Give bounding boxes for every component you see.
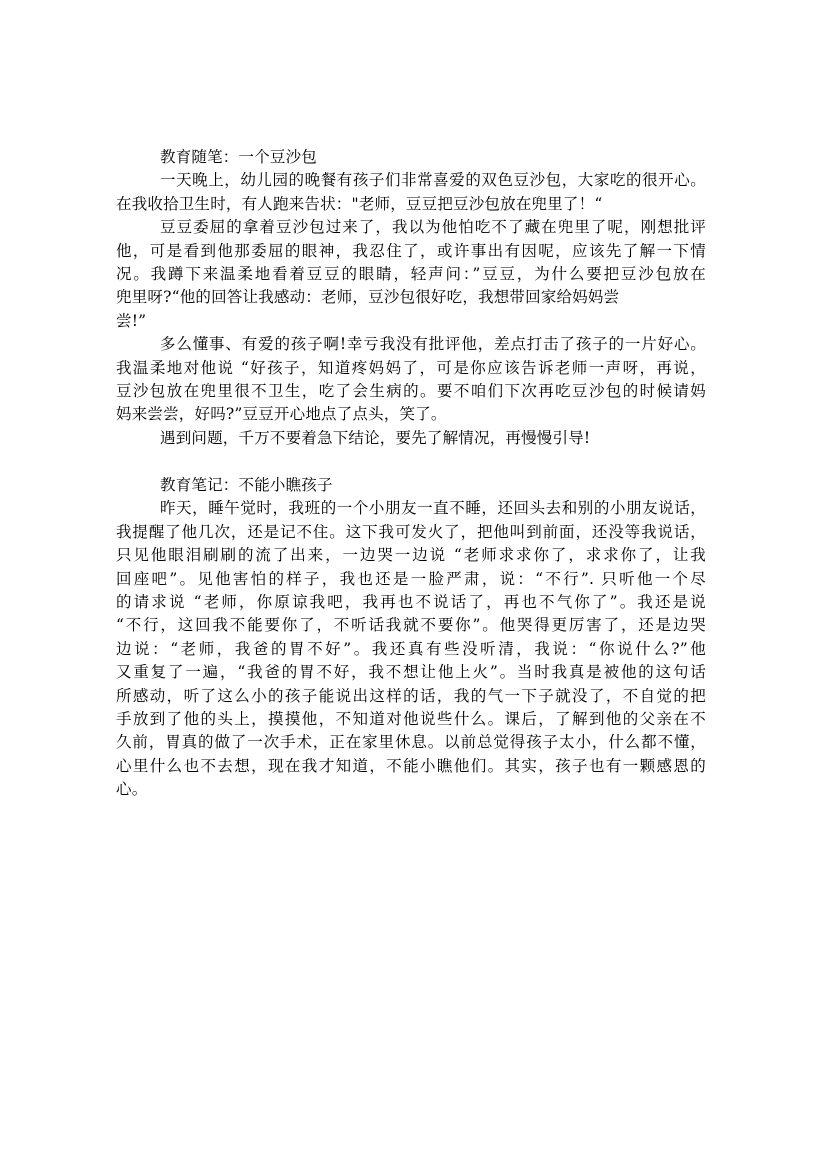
- paragraph-line: 遇到问题，千万不要着急下结论，要先了解情况，再慢慢引导!: [160, 428, 591, 447]
- paragraph-line: 回座吧”。见他害怕的样子，我也还是一脸严肃，说：“不行”. 只听他一个尽: [116, 569, 706, 588]
- paragraph-line: 只见他眼泪刷刷的流了出来，一边哭一边说 “老师求求你了，求求你了，让我: [116, 546, 706, 565]
- essay-section-xiaoQiao: [116, 474, 706, 801]
- paragraph-line: 边说：“老师，我爸的胃不好”。我还真有些没听清，我说：“你说什么?”他: [116, 639, 706, 658]
- paragraph-line: 心。: [116, 780, 148, 799]
- paragraph-line: 心里什么也不去想，现在我才知道，不能小瞧他们。其实，孩子也有一颗感恩的: [116, 756, 706, 775]
- paragraph-line: 手放到了他的头上，摸摸他，不知道对他说些什么。课后，了解到他的父亲在不: [116, 709, 706, 728]
- paragraph-line: 久前，胃真的做了一次手术，正在家里休息。以前总觉得孩子太小，什么都不懂，: [116, 733, 706, 752]
- paragraph-line: 的请求说 “老师，你原谅我吧，我再也不说话了，再也不气你了”。我还是说: [116, 593, 706, 612]
- paragraph-line: 所感动，听了这么小的孩子能说出这样的话，我的气一下子就没了，不自觉的把: [116, 686, 706, 705]
- paragraph-line: 昨天，睡午觉时，我班的一个小朋友一直不睡，还回头去和别的小朋友说话，: [160, 499, 706, 518]
- paragraph-line: 多么懂事、有爱的孩子啊!幸亏我没有批评他，差点打击了孩子的一片好心。: [160, 335, 706, 354]
- paragraph-line: 一天晚上，幼儿园的晚餐有孩子们非常喜爱的双色豆沙包，大家吃的很开心。: [160, 171, 706, 190]
- paragraph-line: 我温柔地对他说 “好孩子，知道疼妈妈了，可是你应该告诉老师一声呀，再说，: [116, 358, 706, 377]
- paragraph-line: 又重复了一遍，“我爸的胃不好，我不想让他上火”。当时我真是被他的这句话: [116, 663, 706, 682]
- paragraph-line: 妈来尝尝，好吗?”豆豆开心地点了点头，笑了。: [116, 405, 447, 424]
- document-page: [116, 146, 706, 802]
- paragraph-line: 豆沙包放在兜里很不卫生，吃了会生病的。要不咱们下次再吃豆沙包的时候请妈: [116, 381, 706, 400]
- paragraph-line: 他，可是看到他那委屈的眼神，我忍住了，或许事出有因呢，应该先了解一下情: [116, 241, 706, 260]
- essay-section-douShaBao: [116, 146, 706, 450]
- paragraph-line: 况。我蹲下来温柔地看着豆豆的眼睛，轻声问：”豆豆，为什么要把豆沙包放在: [116, 264, 706, 283]
- section-title: 教育随笔：一个豆沙包: [160, 148, 318, 166]
- paragraph-line: 豆豆委屈的拿着豆沙包过来了，我以为他怕吃不了藏在兜里了呢，刚想批评: [160, 218, 706, 237]
- paragraph-line: 在我收拾卫生时，有人跑来告状："老师，豆豆把豆沙包放在兜里了！“: [116, 194, 603, 213]
- section-title: 教育笔记：不能小瞧孩子: [160, 476, 333, 495]
- paragraph-line: 兜里呀?“他的回答让我感动：老师，豆沙包很好吃，我想带回家给妈妈尝: [116, 288, 620, 307]
- paragraph-line: “不行，这回我不能要你了，不听话我就不要你”。他哭得更厉害了，还是边哭: [116, 616, 706, 635]
- paragraph-line: 我提醒了他几次，还是记不住。这下我可发火了，把他叫到前面，还没等我说话，: [116, 522, 706, 541]
- paragraph-line: 尝!”: [116, 311, 147, 330]
